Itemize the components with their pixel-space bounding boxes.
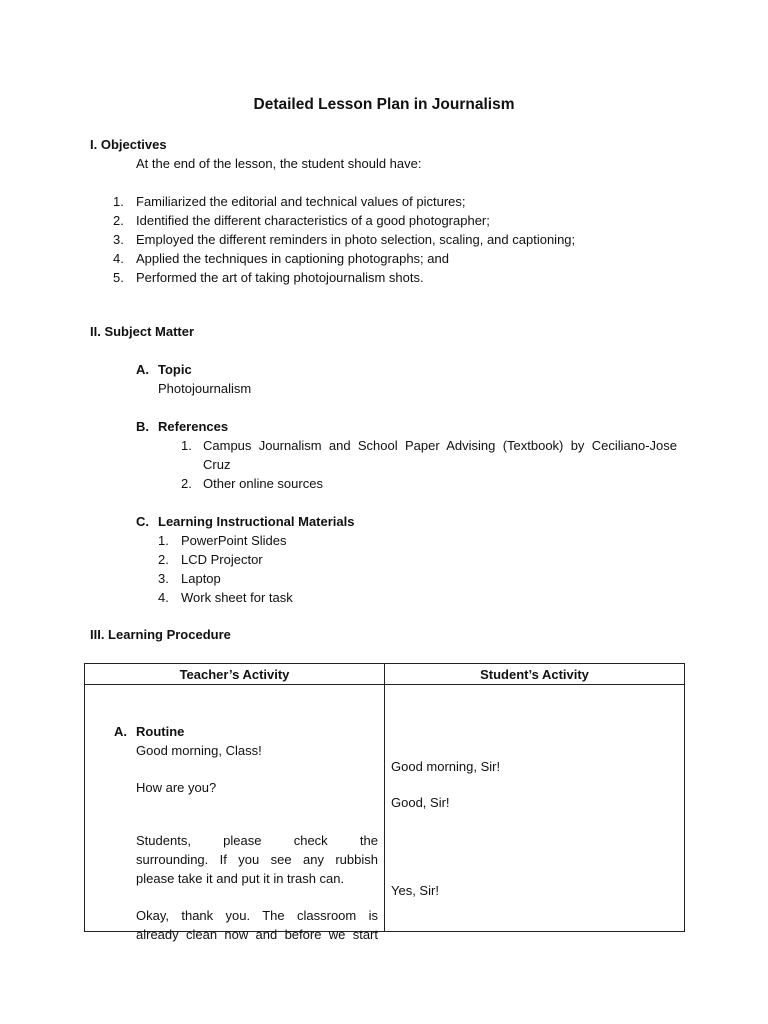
list-number: 2. — [113, 213, 124, 228]
procedure-heading: III. Learning Procedure — [90, 627, 231, 642]
student-reply: Good morning, Sir! — [391, 759, 501, 774]
material-item: Laptop — [181, 571, 221, 586]
objectives-heading: I. Objectives — [90, 137, 167, 152]
list-number: 4. — [158, 590, 169, 605]
list-number: 3. — [158, 571, 169, 586]
teacher-activity-cell — [85, 685, 385, 942]
teacher-check-line: please take it and put it in trash can. — [136, 871, 345, 886]
topic-title: Topic — [158, 362, 192, 377]
table-row — [85, 685, 685, 932]
routine-label: A. — [114, 724, 127, 739]
reference-item-continued: Cruz — [203, 457, 231, 472]
list-number: 1. — [113, 194, 124, 209]
references-title: References — [158, 419, 229, 434]
material-item: LCD Projector — [181, 552, 263, 567]
objective-item: Performed the art of taking photojournalism shots. — [136, 270, 424, 285]
student-reply: Yes, Sir! — [391, 883, 439, 898]
objective-item: Familiarized the editorial and technical values of pictures; — [136, 194, 466, 209]
subject-matter-heading: II. Subject Matter — [90, 324, 195, 339]
procedure-table — [84, 663, 685, 942]
objective-item: Applied the techniques in captioning photographs; and — [136, 251, 449, 266]
table-header-row — [85, 664, 685, 685]
list-number: 2. — [158, 552, 169, 567]
teacher-thanks-line: already clean now and before we start — [136, 927, 378, 942]
objectives-intro: At the end of the lesson, the student should have: — [136, 156, 422, 171]
reference-item: Other online sources — [203, 476, 323, 491]
material-item: PowerPoint Slides — [181, 533, 287, 548]
objective-item: Employed the different reminders in photo selection, scaling, and captioning; — [136, 232, 576, 247]
reference-item: Campus Journalism and School Paper Advising (Textbook) by Ceciliano-Jose — [203, 438, 677, 453]
document-title: Detailed Lesson Plan in Journalism — [253, 96, 515, 113]
teacher-check-line: Students, please check the — [136, 833, 378, 848]
teacher-check-line: surrounding. If you see any rubbish — [136, 852, 378, 867]
material-item: Work sheet for task — [181, 590, 293, 605]
materials-label: C. — [136, 514, 149, 529]
list-number: 2. — [181, 476, 192, 491]
topic-label: A. — [136, 362, 149, 377]
student-reply: Good, Sir! — [391, 795, 450, 810]
objective-item: Identified the different characteristics of a good photographer; — [136, 213, 490, 228]
student-column-header: Student’s Activity — [385, 664, 685, 685]
teacher-thanks-line: Okay, thank you. The classroom is — [136, 908, 378, 923]
list-number: 5. — [113, 270, 124, 285]
references-label: B. — [136, 419, 149, 434]
routine-title: Routine — [136, 724, 185, 739]
teacher-ask: How are you? — [136, 780, 217, 795]
list-number: 1. — [158, 533, 169, 548]
teacher-column-header: Teacher’s Activity — [85, 664, 385, 685]
list-number: 1. — [181, 438, 192, 453]
student-activity-cell — [385, 685, 685, 932]
list-number: 3. — [113, 232, 124, 247]
list-number: 4. — [113, 251, 124, 266]
teacher-greeting: Good morning, Class! — [136, 743, 262, 758]
materials-title: Learning Instructional Materials — [158, 514, 355, 529]
topic-value: Photojournalism — [158, 381, 252, 396]
